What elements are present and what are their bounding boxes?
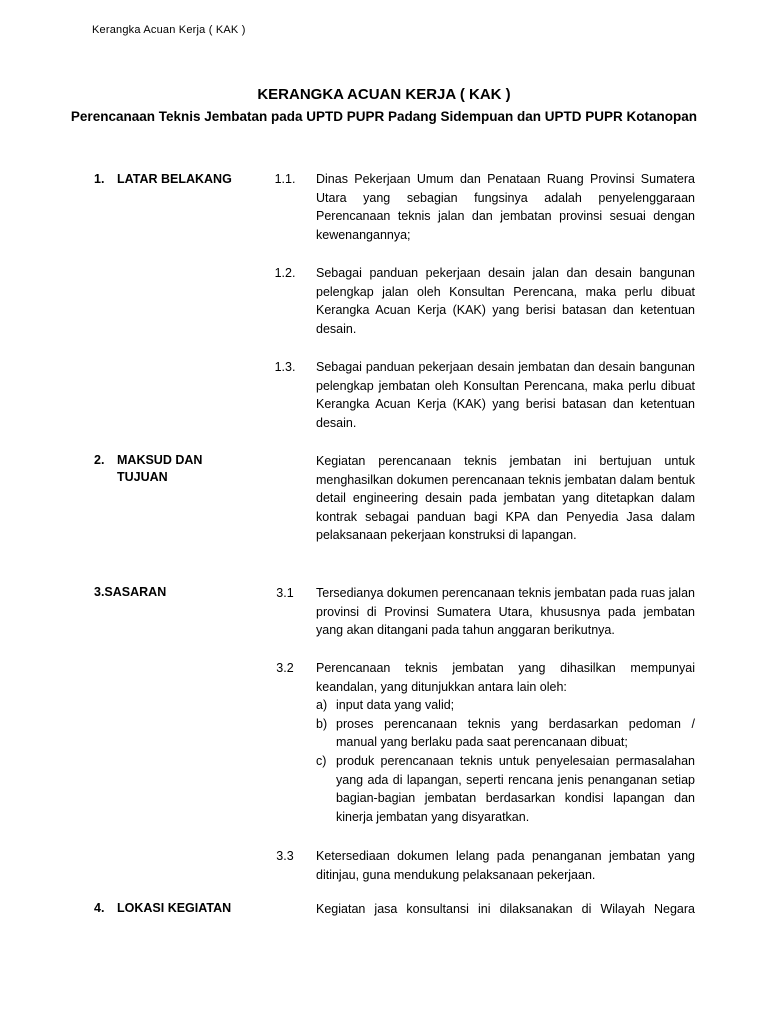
section-1-heading [94,171,264,188]
section-4-heading [94,900,264,917]
list-marker: a) [316,698,328,713]
item-number-3-2: 3.2 [276,661,294,675]
section-number: 4. [94,901,105,915]
list-item [316,752,695,826]
section-title-line2: TUJUAN [117,470,168,484]
paragraph-3-2-intro: Perencanaan teknis jembatan yang dihasilkan mempunyai keandalan, yang ditunjukkan antara lain oleh: [316,661,695,694]
list-marker: c) [316,753,327,768]
item-number-1-3: 1.3. [274,360,296,374]
running-header: Kerangka Acuan Kerja ( KAK ) [92,24,246,36]
section-3-heading: 3.SASARAN [94,585,167,599]
section-title-line1: MAKSUD DAN [117,453,203,467]
paragraph-3-2 [316,659,695,826]
item-number-1-1: 1.1. [274,172,296,186]
document-title: KERANGKA ACUAN KERJA ( KAK ) [257,86,511,103]
list-marker: b) [316,716,328,731]
item-number-3-1: 3.1 [276,586,294,600]
section-title: LOKASI KEGIATAN [117,901,232,915]
section-title: LATAR BELAKANG [117,172,232,186]
list-item [316,696,695,715]
section-number: 2. [94,453,105,467]
paragraph-1-2: Sebagai panduan pekerjaan desain jalan dan desain bangunan pelengkap jalan oleh Konsultan Perencana, maka perlu dibuat Kerangka Acuan Kerja (KAK) yang berisi batasan dan ketentuan desain. [316,266,695,336]
paragraph-3-3: Ketersediaan dokumen lelang pada penanganan jembatan yang ditinjau, guna mendukung pelaksanaan pekerjaan. [316,849,695,882]
section-2-heading [94,452,264,486]
list-item [316,715,695,752]
list-item-text: proses perencanaan teknis yang berdasarkan pedoman / manual yang berlaku pada saat perencanaan dibuat; [336,716,695,750]
paragraph-2: Kegiatan perencanaan teknis jembatan ini bertujuan untuk menghasilkan dokumen perencanaan teknis jembatan dalam bentuk detail engineering desain pada jembatan yang ditetapkan dalam kontrak sebagai panduan bagi KPA dan Penyedia Jasa dalam pelaksanaan pekerjaan konstruksi di lapangan. [316,454,695,543]
item-number-1-2: 1.2. [274,266,296,280]
paragraph-4: Kegiatan jasa konsultansi ini dilaksanakan di Wilayah Negara [316,902,695,916]
paragraph-1-1: Dinas Pekerjaan Umum dan Penataan Ruang Provinsi Sumatera Utara yang sebagian fungsinya adalah penyelenggaraan Perencanaan teknis jalan dan jembatan provinsi sesuai dengan kewenangannya; [316,172,695,242]
paragraph-1-3: Sebagai panduan pekerjaan desain jembatan dan desain bangunan pelengkap jembatan oleh Konsultan Perencana, maka perlu dibuat Kerangka Acuan Kerja (KAK) yang berisi batasan dan ketentuan desain. [316,360,695,430]
list-item-text: input data yang valid; [336,698,455,713]
paragraph-3-1: Tersedianya dokumen perencanaan teknis jembatan pada ruas jalan provinsi di Provinsi Sumatera Utara, khususnya pada jembatan yang akan ditangani pada tahun anggaran berikutnya. [316,586,695,638]
section-number: 1. [94,172,105,186]
item-number-3-3: 3.3 [276,849,294,863]
document-subtitle: Perencanaan Teknis Jembatan pada UPTD PUPR Padang Sidempuan dan UPTD PUPR Kotanopan [70,109,698,124]
list-item-text: produk perencanaan teknis untuk penyelesaian permasalahan yang ada di lapangan, seperti rencana jenis penanganan setiap bagian-bagian jembatan berdasarkan kondisi lapangan dan kinerja jembatan yang disyaratkan. [336,753,695,824]
